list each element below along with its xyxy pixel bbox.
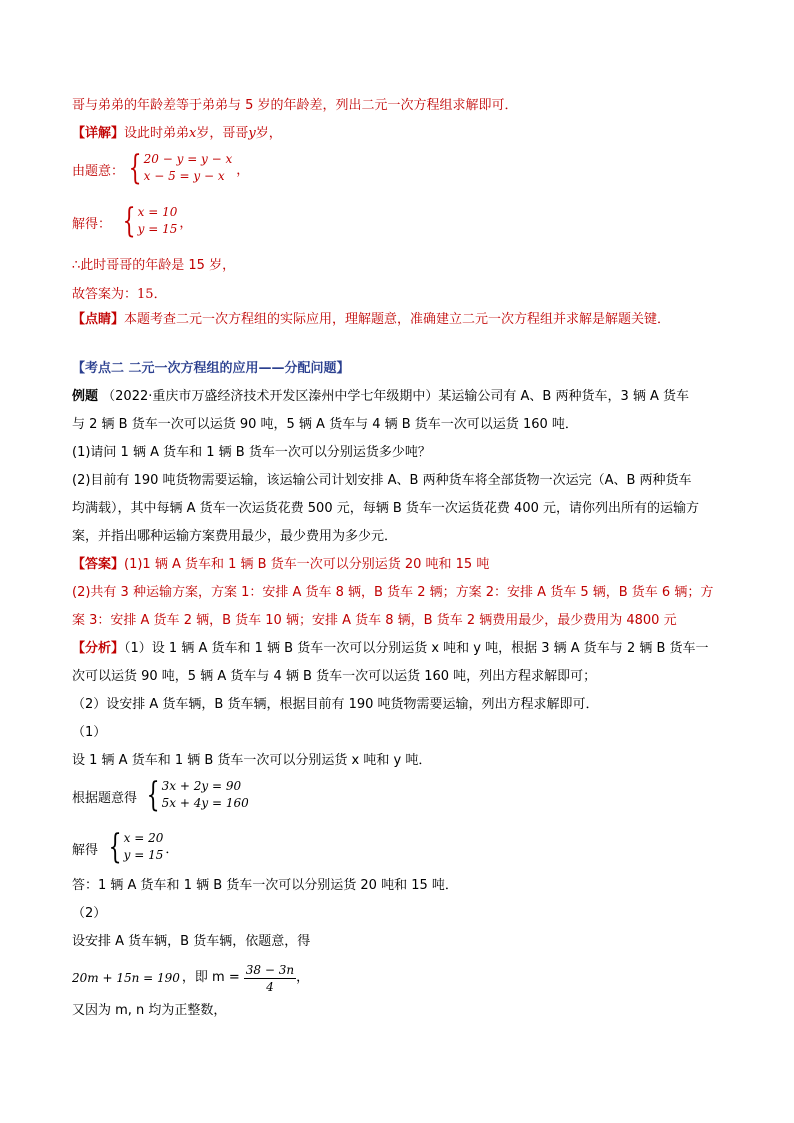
example-text-1: （2022·重庆市万盛经济技术开发区溱州中学七年级期中）某运输公司有 A、B 两种货车，3 辆 A 货车 <box>102 389 690 404</box>
detail-text-c: 岁， <box>255 126 282 141</box>
fraction-equation-line <box>72 960 309 996</box>
analysis-line-1 <box>72 640 709 658</box>
part-1-label: （1） <box>72 725 107 740</box>
brace-icon: { <box>128 148 142 188</box>
section-heading: 【考点二 二元一次方程组的应用——分配问题】 <box>72 361 350 376</box>
part-2-label: （2） <box>72 906 107 921</box>
sys3-eq2: 5x + 4y = 160 <box>161 796 249 810</box>
sys1-eq1: 20 − y = y − x <box>143 152 233 166</box>
answer-line <box>72 286 167 304</box>
sys4-eq2: y = 15 <box>123 848 164 862</box>
set-line: 设 1 辆 A 货车和 1 辆 B 货车一次可以分别运货 x 吨和 y 吨． <box>72 753 432 768</box>
question-2-line-1: (2)目前有 190 吨货物需要运输，该运输公司计划安排 A、B 两种货车将全部货物一次运完（A、B 两种货车 <box>72 473 692 488</box>
brace-icon: { <box>108 827 122 867</box>
equation-system-4 <box>100 827 179 867</box>
set-line-2: 设安排 A 货车辆，B 货车辆，依题意，得 <box>72 934 311 949</box>
detail-text-b: 岁，哥哥 <box>196 126 249 141</box>
equation-end: ， <box>296 970 310 985</box>
answer-block-line-1 <box>72 556 489 574</box>
conclusion-line: ∴此时哥哥的年龄是 15 岁， <box>72 258 236 273</box>
fraction-numerator: 38 − 3n <box>245 962 295 977</box>
comment-tag: 【点睛】 <box>72 312 125 327</box>
solve-label-2: 解得 <box>72 843 99 858</box>
example-line-1 <box>72 388 689 406</box>
answer-end: ． <box>153 287 167 302</box>
main-equation: 20m + 15n = 190 <box>72 971 180 985</box>
answer-2-line-2: 案 3：安排 A 货车 2 辆，B 货车 10 辆；安排 A 货车 8 辆，B 货车 2 辆费用最少，最少费用为 4800 元 <box>72 613 677 628</box>
answer-tag: 【答案】 <box>72 557 125 572</box>
by-meaning-label-2: 根据题意得 <box>72 791 138 806</box>
equation-system-3 <box>138 775 249 815</box>
analysis-line-2: 次可以运货 90 吨，5 辆 A 货车与 4 辆 B 货车一次可以运货 160 吨，列出方程求解即可； <box>72 669 597 684</box>
analysis-tag: 【分析】 <box>72 641 125 656</box>
example-line-2: 与 2 辆 B 货车一次可以运货 90 吨，5 辆 A 货车与 4 辆 B 货车一次可以运货 160 吨． <box>72 417 578 432</box>
reply-line: 答：1 辆 A 货车和 1 辆 B 货车一次可以分别运货 20 吨和 15 吨． <box>72 878 458 893</box>
sys3-eq1: 3x + 2y = 90 <box>161 779 242 793</box>
answer-label: 故答案为： <box>72 287 138 302</box>
sys1-eq2: x − 5 = y − x <box>143 169 225 183</box>
also-line: 又因为 m, n 均为正整数， <box>72 1003 227 1018</box>
detail-line <box>72 125 282 143</box>
sys4-eq1: x = 20 <box>123 831 164 845</box>
equation-system-1 <box>120 148 250 188</box>
sys1-comma: ， <box>236 162 250 178</box>
sys2-eq1: x = 10 <box>137 205 178 219</box>
answer-1: (1)1 辆 A 货车和 1 辆 B 货车一次可以分别运货 20 吨和 15 吨 <box>124 557 490 572</box>
question-2-line-3: 案，并指出哪种运输方案费用最少，最少费用为多少元． <box>72 529 398 544</box>
detail-text-a: 设此时弟弟 <box>124 126 190 141</box>
equation-mid: ，即 m = <box>181 970 240 985</box>
hint-text: 哥与弟弟的年龄差等于弟弟与 5 岁的年龄差，列出二元一次方程组求解即可． <box>72 98 518 113</box>
var-x: x <box>189 126 197 141</box>
fraction-denominator: 4 <box>266 979 274 994</box>
example-tag: 例题 <box>72 389 99 404</box>
question-2-line-2: 均满载），其中每辆 A 货车一次运货花费 500 元，每辆 B 货车一次运货花费 400 元，请你列出所有的运输方 <box>72 501 699 516</box>
hint-line <box>72 97 518 115</box>
sys4-period: ． <box>165 841 179 857</box>
sys2-comma: ， <box>179 215 193 231</box>
detail-tag: 【详解】 <box>72 126 125 141</box>
sys2-eq2: y = 15 <box>137 222 178 236</box>
by-meaning-label: 由题意： <box>72 164 125 179</box>
analysis-text-1: （1）设 1 辆 A 货车和 1 辆 B 货车一次可以分别运货 x 吨和 y 吨，根据 3 辆 A 货车与 2 辆 B 货车一 <box>124 641 709 656</box>
question-1: (1)请问 1 辆 A 货车和 1 辆 B 货车一次可以分别运货多少吨？ <box>72 445 431 460</box>
equation-system-2 <box>114 201 193 241</box>
answer-value: 15 <box>137 287 154 302</box>
brace-icon: { <box>146 775 160 815</box>
answer-2-line-1: (2)共有 3 种运输方案，方案 1：安排 A 货车 8 辆，B 货车 2 辆；方案 2：安排 A 货车 5 辆，B 货车 6 辆；方 <box>72 585 714 600</box>
solve-label: 解得： <box>72 217 112 232</box>
comment-line <box>72 311 670 329</box>
comment-text: 本题考查二元一次方程组的实际应用，理解题意，准确建立二元一次方程组并求解是解题关键． <box>124 312 671 327</box>
brace-icon: { <box>122 201 136 241</box>
var-y: y <box>248 126 256 141</box>
analysis-line-3: （2）设安排 A 货车辆，B 货车辆，根据目前有 190 吨货物需要运输，列出方程求解即可． <box>72 697 599 712</box>
fraction <box>244 962 296 995</box>
